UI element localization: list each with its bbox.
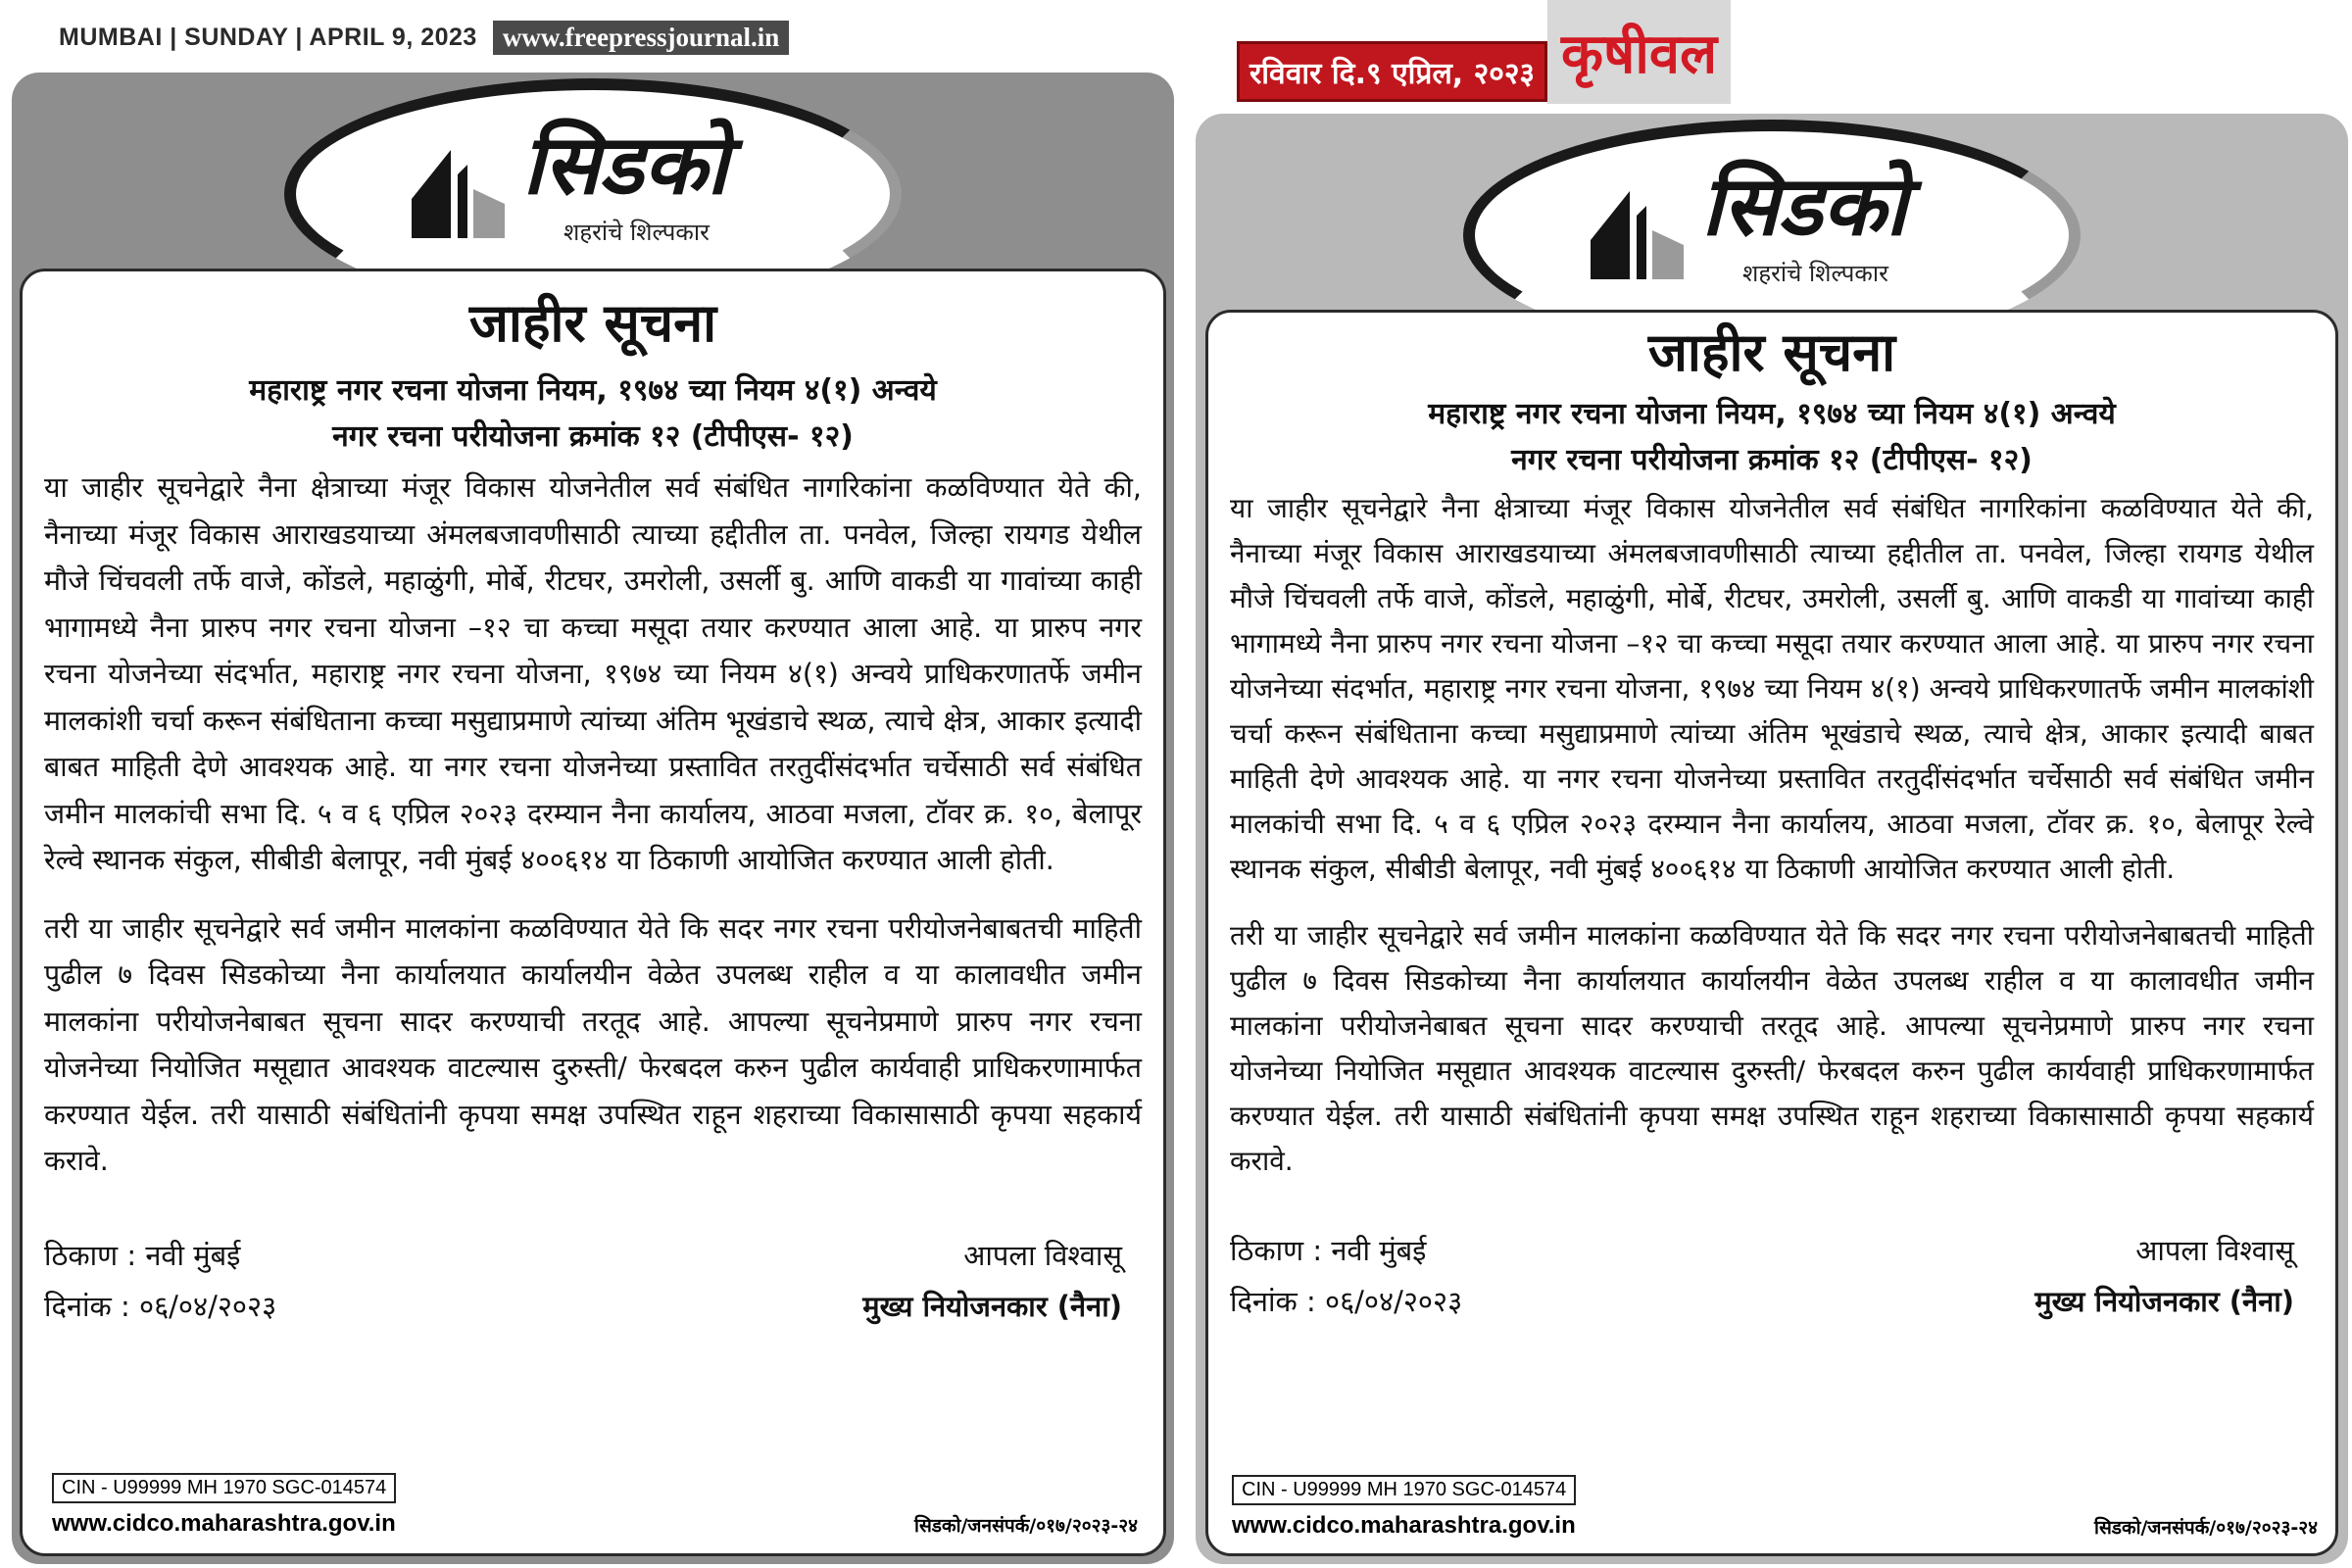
right-masthead [1237,0,1731,104]
cin-box: CIN - U99999 MH 1970 SGC-014574 [52,1473,396,1503]
cidco-logo [1586,158,1958,292]
right-newspaper-clipping [1176,0,2352,1568]
notice-frame [12,73,1174,1564]
cin-box: CIN - U99999 MH 1970 SGC-014574 [1232,1475,1576,1505]
notice-title: जाहीर सूचना [468,292,717,354]
reference-number: सिडको/जनसंपर्क/०१७/२०२३-२४ [2094,1517,2318,1539]
sign-line-1: आपला विश्वासू [963,1238,1122,1272]
notice-body [1205,310,2338,1556]
notice-subtitle-1: महाराष्ट्र नगर रचना योजना नियम, १९७४ च्या नियम ४(१) अन्वये [249,373,937,409]
reference-number: सिडको/जनसंपर्क/०१७/२०२३-२४ [914,1515,1138,1537]
place-label: ठिकाण : नवी मुंबई [44,1238,241,1272]
left-dateline: MUMBAI | SUNDAY | APRIL 9, 2023 [59,23,477,51]
notice-frame [1196,114,2348,1564]
sign-line-2: मुख्य नियोजनकार (नैना) [2034,1285,2294,1319]
notice-subtitle-2: नगर रचना परीयोजना क्रमांक १२ (टीपीएस- १२) [1511,442,2033,477]
logo-name: सिडको [522,117,728,213]
logo-tagline: शहरांचे शिल्पकार [1742,260,1888,287]
signature-block [23,1230,1163,1332]
date-label: दिनांक : ०६/०४/२०२३ [44,1289,277,1323]
sign-line-1: आपला विश्वासू [2135,1234,2294,1268]
signature-block [1208,1225,2335,1327]
place-label: ठिकाण : नवी मुंबई [1230,1234,1427,1268]
cidco-website: www.cidco.maharashtra.gov.in [52,1510,396,1537]
cidco-logo-icon [1586,186,1693,284]
notice-paragraph-1: या जाहीर सूचनेद्वारे नैना क्षेत्राच्या मंजूर विकास योजनेतील सर्व संबंधित नागरिकांना कळविण्यात येते की, नैनाच्या मंजूर विकास आराखडयाच्या अंमलबजावणीसाठी त्याच्या हद्दीतील ता. पनवेल, जिल्हा रायगड येथील मौजे चिंचवली तर्फे वाजे, कोंडले, महाळुंगी, मोर्बे, रीटघर, उमरोली, उसर्ली बु. आणि वाकडी या गावांच्या काही भागामध्ये नैना प्रारुप नगर रचना योजना –१२ चा कच्चा मसूदा तयार करण्यात आला आहे. या प्रारुप नगर रचना योजनेच्या संदर्भात, महाराष्ट्र नगर रचना योजना, १९७४ च्या नियम ४(१) अन्वये प्राधिकरणातर्फे जमीन मालकांशी चर्चा करून संबंधिताना कच्चा मसुद्याप्रमाणे त्यांच्या अंतिम भूखंडाचे स्थळ, त्याचे क्षेत्र, आकार इत्यादी बाबत माहिती देणे आवश्यक आहे. या नगर रचना योजनेच्या प्रस्तावित तरतुदींसंदर्भात चर्चेसाठी सर्व संबंधित जमीन मालकांची सभा दि. ५ व ६ एप्रिल २०२३ दरम्यान नैना कार्यालय, आठवा मजला, टॉवर क्र. १०, बेलापूर रेल्वे स्थानक संकुल, सीबीडी बेलापूर, नवी मुंबई ४००६१४ या ठिकाणी आयोजित करण्यात आली होती. [44,471,1142,877]
cidco-logo-icon [407,145,514,243]
date-label: दिनांक : ०६/०४/२०२३ [1230,1285,1463,1319]
cidco-logo [407,117,779,251]
left-website: www.freepressjournal.in [493,21,790,55]
logo-tagline: शहरांचे शिल्पकार [564,219,710,246]
notice-subtitle-1: महाराष्ट्र नगर रचना योजना नियम, १९७४ च्या नियम ४(१) अन्वये [1428,397,2116,432]
cidco-website: www.cidco.maharashtra.gov.in [1232,1512,1576,1539]
notice-paragraph-2: तरी या जाहीर सूचनेद्वारे सर्व जमीन मालकांना कळविण्यात येते कि सदर नगर रचना परीयोजनेबाबतची माहिती पुढील ७ दिवस सिडकोच्या नैना कार्यालयात कार्यालयीन वेळेत उपलब्ध राहील व या कालावधीत जमीन मालकांना परीयोजनेबाबत सूचना सादर करण्याची तरतूद आहे. आपल्या सूचनेप्रमाणे प्रारुप नगर रचना योजनेच्या नियोजित मसूद्यात आवश्यक वाटल्यास दुरुस्ती/ फेरबदल करुन पुढील कार्यवाही प्राधिकरणामार्फत करण्यात येईल. तरी यासाठी संबंधितांनी कृपया समक्ष उपस्थित राहून शहराच्या विकासासाठी कृपया सहकार्य करावे. [44,911,1142,1178]
notice-body [20,269,1166,1556]
sign-line-2: मुख्य नियोजनकार (नैना) [862,1289,1122,1323]
left-masthead [59,16,789,59]
notice-title: जाहीर सूचना [1647,321,1896,383]
right-date-banner: रविवार दि.९ एप्रिल, २०२३ [1237,41,1547,102]
notice-paragraph-2: तरी या जाहीर सूचनेद्वारे सर्व जमीन मालकांना कळविण्यात येते कि सदर नगर रचना परीयोजनेबाबतची माहिती पुढील ७ दिवस सिडकोच्या नैना कार्यालयात कार्यालयीन वेळेत उपलब्ध राहील व या कालावधीत जमीन मालकांना परीयोजनेबाबत सूचना सादर करण्याची तरतूद आहे. आपल्या सूचनेप्रमाणे प्रारुप नगर रचना योजनेच्या नियोजित मसूद्यात आवश्यक वाटल्यास दुरुस्ती/ फेरबदल करुन पुढील कार्यवाही प्राधिकरणामार्फत करण्यात येईल. तरी यासाठी संबंधितांनी कृपया समक्ष उपस्थित राहून शहराच्या विकासासाठी कृपया सहकार्य करावे. [1230,919,2314,1178]
notice-paragraph-1: या जाहीर सूचनेद्वारे नैना क्षेत्राच्या मंजूर विकास योजनेतील सर्व संबंधित नागरिकांना कळविण्यात येते की, नैनाच्या मंजूर विकास आराखडयाच्या अंमलबजावणीसाठी त्याच्या हद्दीतील ता. पनवेल, जिल्हा रायगड येथील मौजे चिंचवली तर्फे वाजे, कोंडले, महाळुंगी, मोर्बे, रीटघर, उमरोली, उसर्ली बु. आणि वाकडी या गावांच्या काही भागामध्ये नैना प्रारुप नगर रचना योजना –१२ चा कच्चा मसूदा तयार करण्यात आला आहे. या प्रारुप नगर रचना योजनेच्या संदर्भात, महाराष्ट्र नगर रचना योजना, १९७४ च्या नियम ४(१) अन्वये प्राधिकरणातर्फे जमीन मालकांशी चर्चा करून संबंधिताना कच्चा मसुद्याप्रमाणे त्यांच्या अंतिम भूखंडाचे स्थळ, त्याचे क्षेत्र, आकार इत्यादी बाबत माहिती देणे आवश्यक आहे. या नगर रचना योजनेच्या प्रस्तावित तरतुदींसंदर्भात चर्चेसाठी सर्व संबंधित जमीन मालकांची सभा दि. ५ व ६ एप्रिल २०२३ दरम्यान नैना कार्यालय, आठवा मजला, टॉवर क्र. १०, बेलापूर रेल्वे स्थानक संकुल, सीबीडी बेलापूर, नवी मुंबई ४००६१४ या ठिकाणी आयोजित करण्यात आली होती. [1230,492,2314,886]
logo-name: सिडको [1701,158,1907,254]
right-paper-name: कृषीवल [1547,0,1731,104]
notice-subtitle-2: नगर रचना परीयोजना क्रमांक १२ (टीपीएस- १२) [332,418,854,454]
